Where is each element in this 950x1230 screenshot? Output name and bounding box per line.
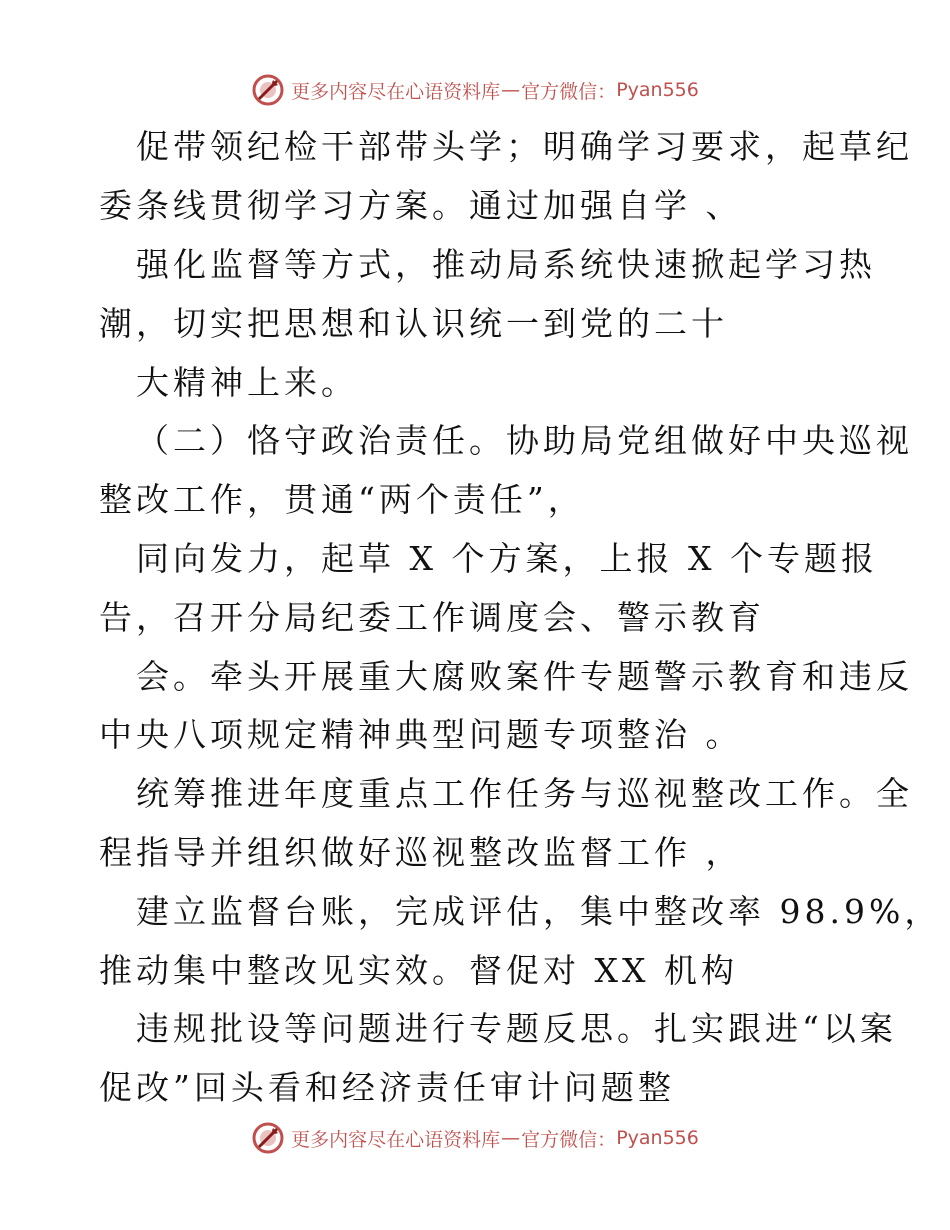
text-line: 统筹推进年度重点工作任务与巡视整改工作。全 (136, 774, 913, 813)
watermark-wechat-label: 官方微信： (521, 80, 617, 103)
watermark-text: 更多内容尽在心语资料库 (291, 1128, 501, 1151)
watermark-text: 更多内容尽在心语资料库 (291, 80, 501, 103)
text-line: 告，召开分局纪委工作调度会、警示教育 (99, 598, 765, 637)
text-line: 会。牵头开展重大腐败案件专题警示教育和违反 (136, 657, 913, 696)
watermark-separator: — (501, 79, 521, 101)
text-line: 同向发力，起草 X 个方案，上报 X 个专题报 (136, 539, 878, 578)
text-line: 整改工作，贯通“两个责任”， (99, 480, 585, 519)
text-line: 中央八项规定精神典型问题专项整治 。 (99, 715, 743, 754)
text-line: 促带领纪检干部带头学；明确学习要求，起草纪 (136, 127, 913, 166)
watermark-separator: — (501, 1127, 521, 1149)
watermark-wechat-id: Pyan556 (616, 79, 699, 101)
logo-icon (251, 1121, 285, 1155)
footer-watermark (0, 1118, 950, 1158)
watermark-wechat-id: Pyan556 (616, 1127, 699, 1149)
text-line: 建立监督台账，完成评估，集中整改率 98.9%， (136, 892, 942, 931)
section-heading-line: （二）恪守政治责任。协助局党组做好中央巡视 (136, 421, 913, 460)
text-line: 程指导并组织做好巡视整改监督工作 ， (99, 833, 743, 872)
text-line: 委条线贯彻学习方案。通过加强自学 、 (99, 186, 743, 225)
text-line: 大精神上来。 (136, 363, 358, 402)
text-line: 强化监督等方式，推动局系统快速掀起学习热 (136, 245, 876, 284)
text-line: 潮，切实把思想和认识统一到党的二十 (99, 304, 728, 343)
text-line: 推动集中整改见实效。督促对 XX 机构 (99, 951, 738, 990)
text-line: 促改”回头看和经济责任审计问题整 (99, 1068, 675, 1107)
text-line: 违规批设等问题进行专题反思。扎实跟进“以案 (136, 1009, 897, 1048)
watermark-wechat-label: 官方微信： (521, 1128, 617, 1151)
